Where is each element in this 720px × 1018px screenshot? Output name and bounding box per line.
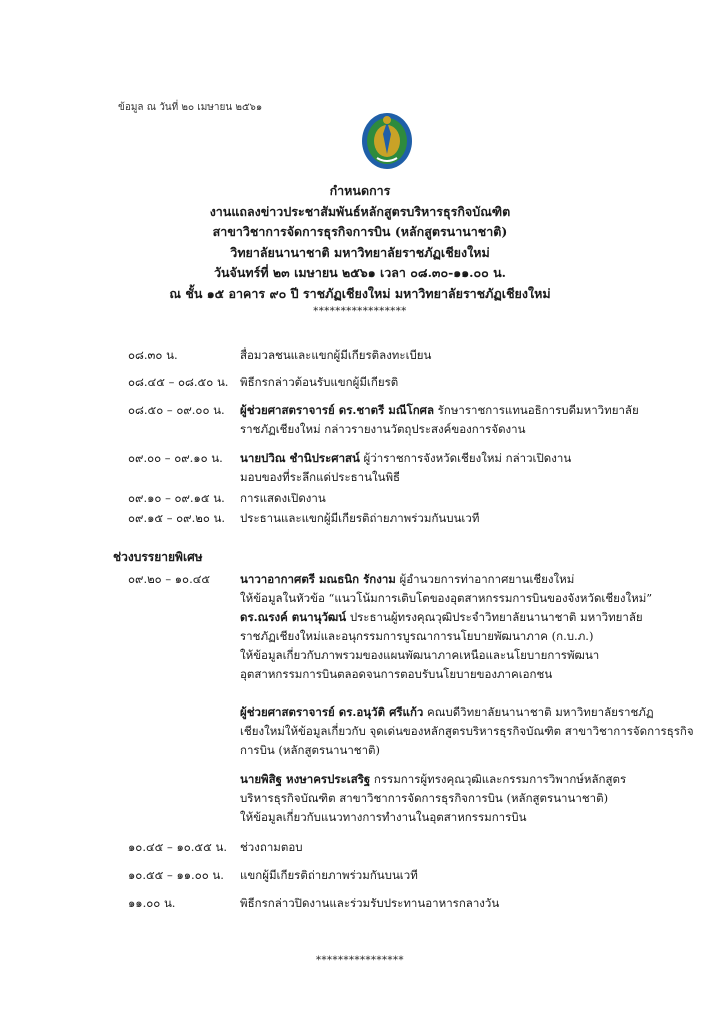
- schedule-text: คณบดีวิทยาลัยนานาชาติ มหาวิทยาลัยราชภัฏ: [423, 705, 654, 719]
- header-block: [0, 181, 720, 304]
- schedule-time: ๑๐.๔๕ – ๑๐.๕๕ น.: [128, 840, 227, 854]
- schedule-time: ๐๙.๐๐ – ๐๙.๑๐ น.: [128, 451, 223, 465]
- schedule-text: พิธีกรกล่าวปิดงานและร่วมรับประทานอาหารกลางวัน: [240, 896, 500, 910]
- schedule-time: ๑๑.๐๐ น.: [128, 896, 176, 910]
- speaker-name: ผู้ช่วยศาสตราจารย์ ดร.ชาตรี มณีโกศล: [240, 403, 435, 417]
- schedule-text: ราชภัฏเชียงใหม่ กล่าวรายงานวัตถุประสงค์ของการจัดงาน: [240, 422, 526, 436]
- header-stars: *****************: [313, 306, 407, 317]
- speaker-name: ดร.ณรงค์ ตนานุวัฒน์: [240, 610, 347, 624]
- date-note: ข้อมูล ณ วันที่ ๒๐ เมษายน ๒๕๖๑: [118, 102, 263, 113]
- schedule-time: ๐๘.๕๐ – ๐๙.๐๐ น.: [128, 403, 225, 417]
- header-line-event: งานแถลงข่าวประชาสัมพันธ์หลักสูตรบริหารธุรกิจบัณฑิต: [209, 203, 511, 219]
- schedule-text: ช่วงถามตอบ: [240, 840, 303, 854]
- header-line-college: วิทยาลัยนานาชาติ มหาวิทยาลัยราชภัฏเชียงใหม่: [230, 244, 490, 260]
- schedule-text: อุตสาหกรรมการบินตลอดจนการตอบรับนโยบายของภาคเอกชน: [240, 667, 553, 681]
- speaker-name: ผู้ช่วยศาสตราจารย์ ดร.อนุวัติ ศรีแก้ว: [240, 705, 424, 719]
- section-title: ช่วงบรรยายพิเศษ: [113, 550, 203, 564]
- schedule-time: ๐๙.๑๕ – ๐๙.๒๐ น.: [128, 511, 226, 525]
- schedule-text: บริหารธุรกิจบัณฑิต สาขาวิชาการจัดการธุรกิจการบิน (หลักสูตรนานาชาติ): [240, 791, 609, 805]
- header-title: กำหนดการ: [329, 183, 391, 198]
- schedule-time: ๐๘.๓๐ น.: [128, 348, 178, 362]
- schedule-time: ๑๐.๕๕ – ๑๑.๐๐ น.: [128, 868, 224, 882]
- header-line-date: วันจันทร์ที่ ๒๓ เมษายน ๒๕๖๑ เวลา ๐๘.๓๐-๑๑.๐๐ น.: [213, 265, 507, 280]
- header-line-venue: ณ ชั้น ๑๕ อาคาร ๙๐ ปี ราชภัฏเชียงใหม่ มหาวิทยาลัยราชภัฏเชียงใหม่: [169, 285, 551, 301]
- schedule-text: ผู้ว่าราชการจังหวัดเชียงใหม่ กล่าวเปิดงาน: [359, 451, 572, 465]
- schedule-text: กรรมการผู้ทรงคุณวุฒิและกรรมการวิพากษ์หลักสูตร: [370, 772, 627, 786]
- schedule-text: สื่อมวลชนและแขกผู้มีเกียรติลงทะเบียน: [240, 348, 432, 362]
- schedule-text: ให้ข้อมูลในหัวข้อ “แนวโน้มการเติบโตของอุตสาหกรรมการบินของจังหวัดเชียงใหม่”: [240, 591, 653, 605]
- schedule-text: เชียงใหม่ให้ข้อมูลเกี่ยวกับ จุดเด่นของหลักสูตรบริหารธุรกิจบัณฑิต สาขาวิชาการจัดการธุรกิจ: [240, 724, 694, 738]
- speaker-name: นายปวิณ ชำนิประศาสน์: [240, 451, 360, 465]
- schedule-text: ประธานและแขกผู้มีเกียรติถ่ายภาพร่วมกันบนเวที: [240, 511, 480, 525]
- schedule-text: การบิน (หลักสูตรนานาชาติ): [240, 743, 381, 757]
- schedule-text: ให้ข้อมูลเกี่ยวกับภาพรวมของแผนพัฒนาภาคเหนือและนโยบายการพัฒนา: [240, 648, 600, 662]
- university-logo: [360, 110, 414, 170]
- schedule-text: แขกผู้มีเกียรติถ่ายภาพร่วมกันบนเวที: [240, 868, 418, 882]
- schedule-text: ให้ข้อมูลเกี่ยวกับแนวทางการทำงานในอุตสาหกรรมการบิน: [240, 810, 527, 824]
- schedule-time: ๐๙.๒๐ – ๑๐.๔๕: [128, 572, 211, 586]
- schedule-text: ประธานผู้ทรงคุณวุฒิประจำวิทยาลัยนานาชาติ มหาวิทยาลัย: [346, 610, 643, 624]
- footer-stars: ****************: [316, 955, 404, 966]
- speaker-name: นายพิสิฐ หงษาครประเสริฐ: [240, 772, 371, 786]
- schedule-text: ราชภัฏเชียงใหม่และอนุกรรมการบูรณาการนโยบายพัฒนาภาค (ก.บ.ภ.): [240, 629, 594, 643]
- schedule-text: การแสดงเปิดงาน: [240, 491, 326, 505]
- schedule-text: พิธีกรกล่าวต้อนรับแขกผู้มีเกียรติ: [240, 375, 399, 389]
- schedule-time: ๐๙.๑๐ – ๐๙.๑๕ น.: [128, 491, 225, 505]
- schedule-text: ผู้อำนวยการท่าอากาศยานเชียงใหม่: [395, 572, 575, 586]
- schedule-time: ๐๘.๔๕ – ๐๘.๕๐ น.: [128, 375, 229, 389]
- speaker-name: นาวาอากาศตรี มณธนิก รักงาม: [240, 572, 396, 586]
- schedule-text: รักษาราชการแทนอธิการบดีมหาวิทยาลัย: [434, 403, 639, 417]
- schedule-text: มอบของที่ระลึกแด่ประธานในพิธี: [240, 470, 401, 484]
- header-line-program: สาขาวิชาการจัดการธุรกิจการบิน (หลักสูตรนานาชาติ): [212, 224, 508, 239]
